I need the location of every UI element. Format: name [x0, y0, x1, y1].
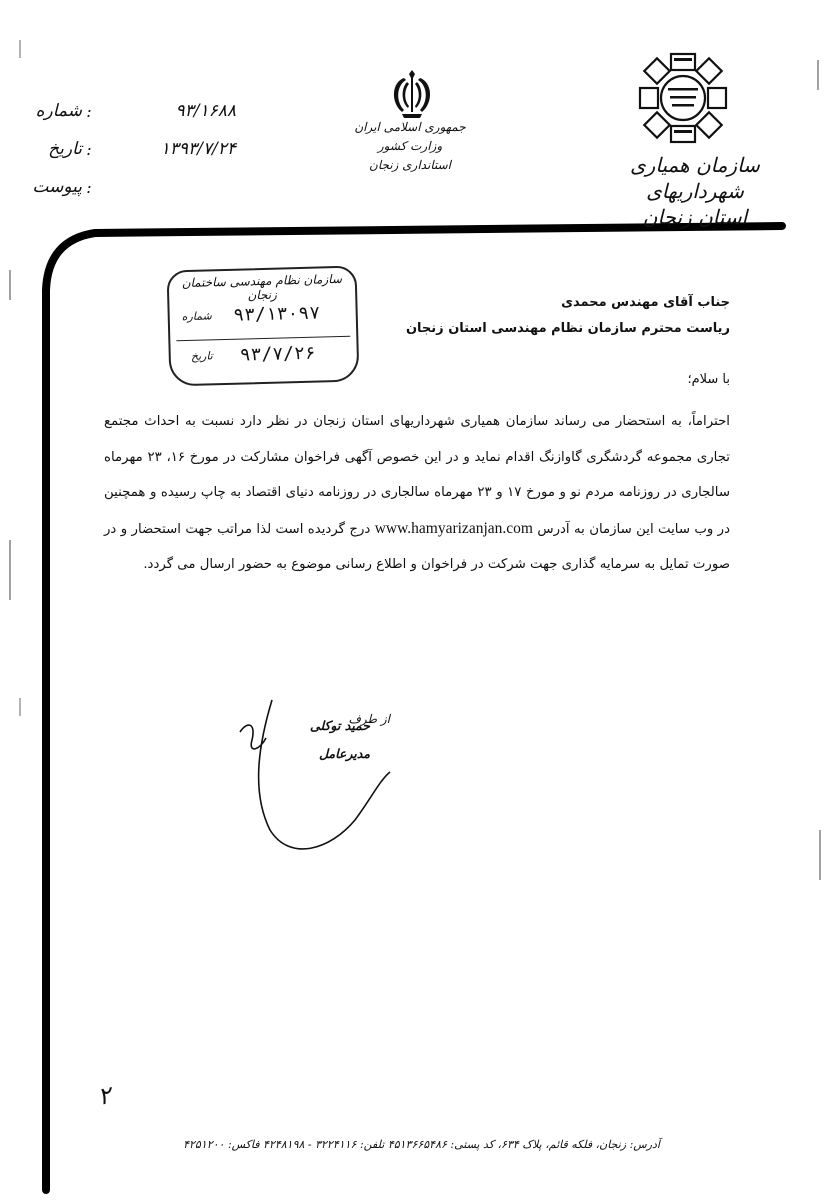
- letter-number-value: ۹۳/۱۶۸۸: [175, 101, 236, 121]
- footer-address: آدرس: زنجان، فلکه قائم، پلاک ۶۳۴، کد پستی: ۴۵۱۳۶۶۵۴۸۶ تلفن: ۳۲۲۴۱۱۶ - ۴۲۴۸۱۹۸ فاکس: ۴۲۵۱۲۰۰: [183, 1138, 660, 1151]
- stamp-divider: [176, 336, 350, 342]
- stamp-date-row: [180, 342, 348, 367]
- letter-metadata: [30, 92, 240, 206]
- stamp-number-row: [179, 302, 347, 327]
- letter-date-value: ۱۳۹۳/۷/۲۴: [160, 139, 236, 159]
- letter-attachment-row: [30, 168, 240, 206]
- signatory-title: مدیرعامل: [318, 746, 370, 761]
- letter-date-row: [30, 130, 240, 168]
- stamp-date-label: تاریخ: [190, 349, 213, 363]
- colon: :: [86, 139, 92, 159]
- gov-line-republic: جمهوری اسلامی ایران: [354, 120, 466, 134]
- stamp-date-value: ۹۳/۷/۲۶: [239, 342, 316, 366]
- page-number-mark: ۲: [95, 1080, 114, 1112]
- gov-line-ministry: وزارت کشور: [377, 139, 443, 153]
- iran-emblem-icon: [382, 66, 442, 122]
- organization-name: [595, 152, 795, 230]
- letter-body: [104, 404, 730, 583]
- stamp-organization: سازمان نظام مهندسی ساختمان زنجان: [181, 271, 343, 303]
- organization-name-line2: استان زنجان: [642, 205, 748, 229]
- colon: :: [86, 177, 92, 197]
- body-text-part2: درج گردیده است لذا مراتب جهت استحضار و در صورت تمایل به سرمایه گذاری جهت شرکت در فراخوان و اطلاع رسانی موضوع به حضور ارسال می گردد.: [104, 521, 730, 572]
- gov-line-governorate: استانداری زنجان: [369, 158, 451, 172]
- signature-prefix: از طرف: [348, 712, 390, 726]
- government-header: [330, 118, 490, 175]
- website-link[interactable]: www.hamyarizanjan.com: [374, 519, 533, 537]
- handwritten-signature: [220, 680, 420, 860]
- organization-logo: [638, 52, 728, 144]
- letter-attachment-label: پیوست: [32, 177, 82, 197]
- recipient-block: [380, 290, 730, 342]
- letter-number-label: شماره: [35, 101, 82, 121]
- letter-number-row: [30, 92, 240, 130]
- body-text-part1: احتراماً، به استحضار می رساند سازمان همیاری شهرداریهای استان زنجان در نظر دارد نسبت به احداث مجتمع تجاری مجموعه گردشگری گاوازنگ اقدام نماید و در این خصوص آگهی فراخوان مشارکت در مورخ ۱۶، ۲۳ مهرماه سالجاری در روزنامه مردم نو و مورخ ۱۷ و ۲۳ مهرماه سالجاری در روزنامه دنیای اقتصاد به چاپ رسیده و همچنین در وب سایت این سازمان به آدرس: [104, 414, 731, 537]
- stamp-number-label: شماره: [181, 309, 212, 324]
- letter-date-label: تاریخ: [48, 139, 82, 159]
- recipient-name: جناب آقای مهندس محمدی: [561, 295, 730, 310]
- signatory-name: حمید توکلی: [309, 718, 370, 733]
- organization-name-line1: سازمان همیاری شهرداریهای: [630, 153, 760, 203]
- stamp-number-value: ۹۳/۱۳۰۹۷: [233, 302, 321, 326]
- recipient-title: ریاست محترم سازمان نظام مهندسی استان زنجان: [405, 321, 730, 336]
- colon: :: [86, 101, 92, 121]
- salutation: با سلام؛: [687, 372, 730, 387]
- receipt-stamp: [167, 266, 360, 387]
